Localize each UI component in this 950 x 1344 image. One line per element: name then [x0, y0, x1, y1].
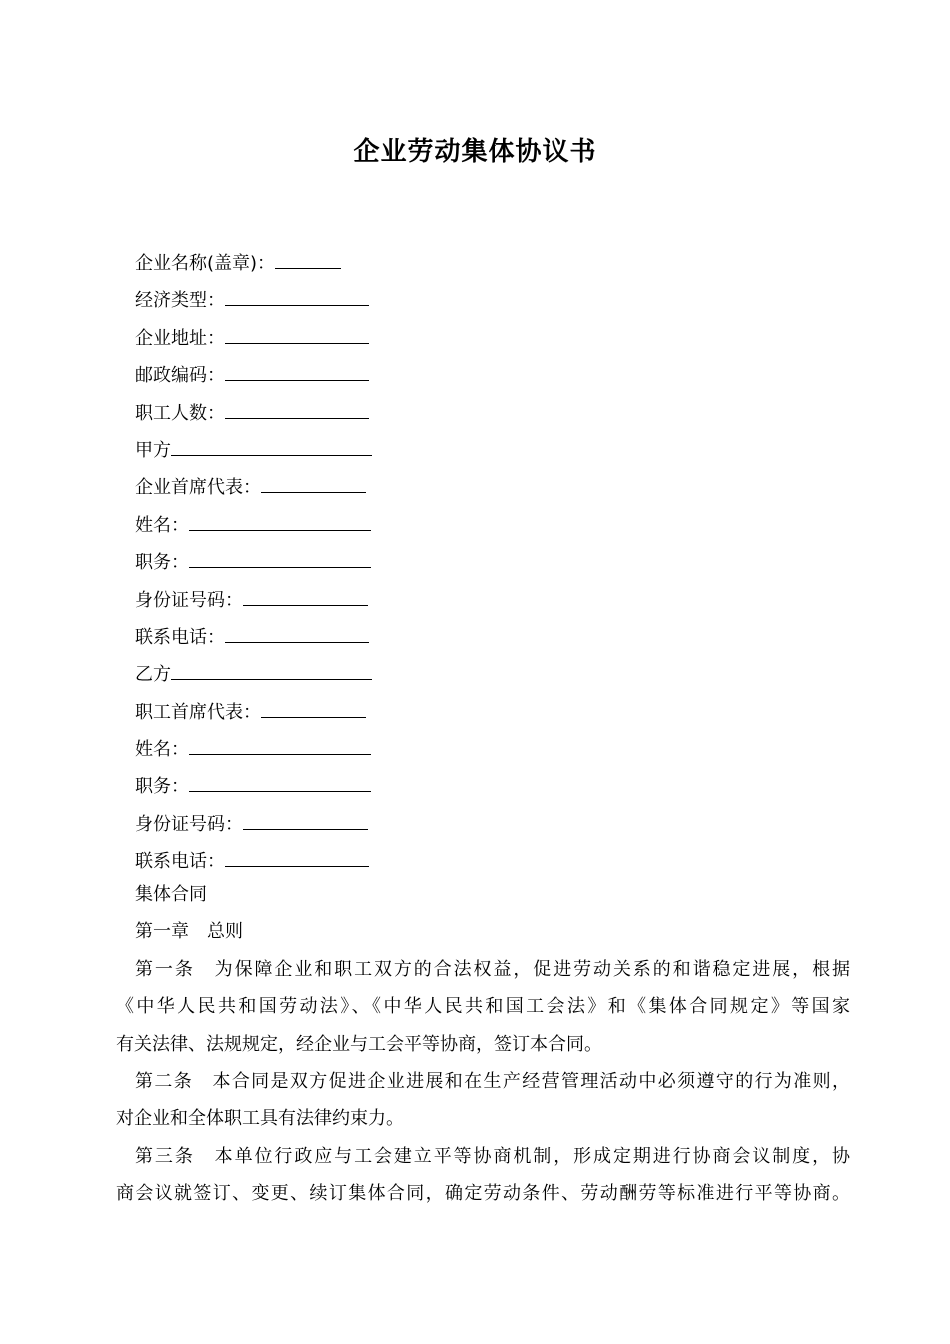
field-id-number-b — [135, 809, 835, 846]
fill-blank[interactable] — [225, 846, 369, 867]
fill-blank[interactable] — [225, 285, 369, 306]
article-number: 第一条 — [135, 958, 195, 980]
article-2-line-2: 对企业和全体职工具有法律约束力。 — [116, 1108, 404, 1130]
fill-blank[interactable] — [189, 510, 371, 531]
article-3-line-2: 商会议就签订、变更、续订集体合同，确定劳动条件、劳动酬劳等标准进行平等协商。 — [116, 1183, 850, 1205]
article-3-line-1 — [116, 1142, 850, 1179]
fill-blank[interactable] — [243, 585, 368, 606]
article-1-line-1 — [116, 955, 850, 992]
field-label: 职工人数： — [135, 402, 225, 424]
chapter-number: 第一章 — [135, 921, 189, 943]
field-label: 经济类型： — [135, 290, 225, 312]
field-label: 邮政编码： — [135, 365, 225, 387]
field-name-b — [135, 734, 835, 771]
fill-blank[interactable] — [189, 547, 371, 568]
field-party-b — [135, 659, 835, 696]
field-company-address — [135, 323, 835, 360]
field-phone-b — [135, 846, 835, 883]
field-company-chief-representative — [135, 472, 835, 509]
chapter-title: 总则 — [207, 921, 243, 943]
article-text: 本合同是双方促进企业进展和在生产经营管理活动中必须遵守的行为准则， — [211, 1070, 851, 1092]
field-label: 企业首席代表： — [135, 477, 261, 499]
fill-blank[interactable] — [225, 360, 369, 381]
fill-blank[interactable] — [261, 472, 366, 493]
field-label: 职务： — [135, 552, 189, 574]
field-label: 姓名： — [135, 739, 189, 761]
field-name-a — [135, 510, 835, 547]
field-position-a — [135, 547, 835, 584]
fill-blank[interactable] — [189, 734, 371, 755]
field-label: 联系电话： — [135, 626, 225, 648]
fill-blank[interactable] — [171, 435, 372, 456]
field-id-number-a — [135, 585, 835, 622]
field-label: 甲方 — [135, 439, 171, 461]
fill-blank[interactable] — [225, 398, 369, 419]
field-label: 企业地址： — [135, 327, 225, 349]
field-employee-chief-representative — [135, 697, 835, 734]
field-label: 姓名： — [135, 514, 189, 536]
contract-body — [116, 880, 850, 1217]
field-phone-a — [135, 622, 835, 659]
section-heading: 集体合同 — [135, 884, 207, 905]
fill-blank[interactable] — [261, 697, 366, 718]
document-title: 企业劳动集体协议书 — [353, 137, 597, 167]
field-label: 身份证号码： — [135, 589, 243, 611]
fill-blank[interactable] — [275, 248, 341, 269]
field-postal-code — [135, 360, 835, 397]
fill-blank[interactable] — [225, 622, 369, 643]
field-label: 企业名称(盖章)： — [135, 253, 276, 274]
chapter-heading — [116, 917, 850, 954]
field-employee-count — [135, 398, 835, 435]
field-label: 联系电话： — [135, 851, 225, 873]
field-label: 身份证号码： — [135, 813, 243, 835]
field-position-b — [135, 771, 835, 808]
fill-blank[interactable] — [243, 809, 368, 830]
article-text: 为保障企业和职工双方的合法权益，促进劳动关系的和谐稳定进展，根据 — [212, 958, 851, 980]
info-fields — [135, 248, 835, 884]
field-economic-type — [135, 285, 835, 322]
article-2-line-1 — [116, 1067, 850, 1104]
article-number: 第二条 — [135, 1070, 194, 1092]
article-1-line-3: 有关法律、法规规定，经企业与工会平等协商，签订本合同。 — [116, 1033, 602, 1055]
fill-blank[interactable] — [225, 323, 369, 344]
article-text: 本单位行政应与工会建立平等协商机制，形成定期进行协商会议制度，协 — [212, 1145, 851, 1167]
article-number: 第三条 — [135, 1145, 195, 1167]
field-label: 职工首席代表： — [135, 701, 261, 723]
article-1-line-2: 《中华人民共和国劳动法》、《中华人民共和国工会法》和《集体合同规定》等国家 — [116, 996, 850, 1018]
field-party-a — [135, 435, 835, 472]
field-label: 乙方 — [135, 664, 171, 686]
fill-blank[interactable] — [189, 771, 371, 792]
fill-blank[interactable] — [171, 659, 372, 680]
field-label: 职务： — [135, 776, 189, 798]
field-company-name — [135, 248, 835, 285]
